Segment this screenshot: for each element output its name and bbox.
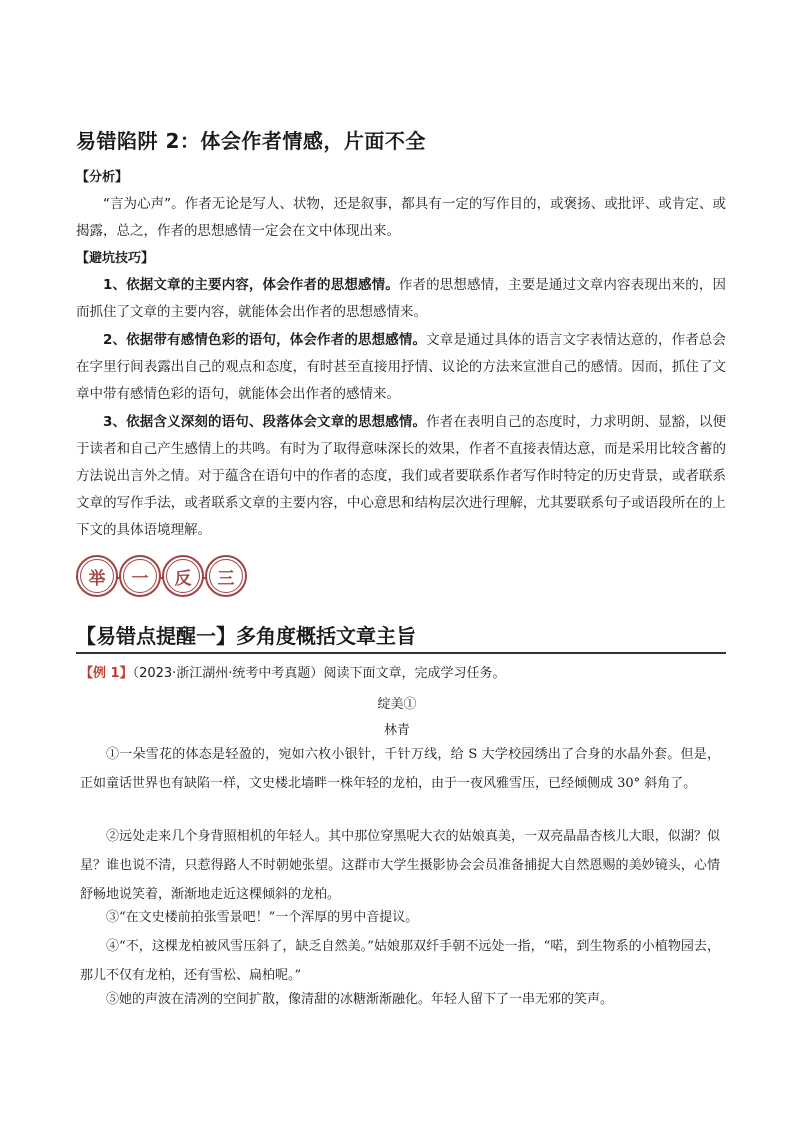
article-paragraph-2: ②远处走来几个身背照相机的年轻人。其中那位穿黑呢大衣的姑娘真美，一双亮晶晶杏核儿大眼，似湖？似星？谁也说不清，只惹得路人不时朝她张望。这群市大学生摄影协会会员准备捕捉大自然恩赐的美妙镜头，心情舒畅地说笑着，渐渐地走近这棵倾斜的龙柏。 xyxy=(80,829,720,902)
tip-paragraph-2 xyxy=(76,327,726,408)
tips-tag: 【避坑技巧】 xyxy=(76,251,155,266)
tip-paragraph-3 xyxy=(76,409,726,544)
remind-heading: 【易错点提醒一】多角度概括文章主旨 xyxy=(76,620,726,654)
tip-2-lead: 2、依据带有感情色彩的语句，体会作者的思想感情。 xyxy=(103,332,427,348)
tip-paragraph-1 xyxy=(76,272,726,326)
badge-san xyxy=(205,555,247,597)
article-paragraph-3: ③“在文史楼前拍张雪景吧！”一个浑厚的男中音提议。 xyxy=(106,910,419,925)
badge-yi xyxy=(119,555,161,597)
example-instruction: 阅读下面文章，完成学习任务。 xyxy=(323,666,506,681)
section-heading: 易错陷阱 2：体会作者情感，片面不全 xyxy=(76,129,426,153)
badge-san-label: 三 xyxy=(217,568,235,589)
example-intro xyxy=(80,663,730,685)
badge-ju xyxy=(76,555,118,597)
article-paragraph-5: ⑤她的声波在清冽的空间扩散，像清甜的冰糖渐渐融化。年轻人留下了一串无邪的笑声。 xyxy=(106,992,614,1007)
badge-fan-label: 反 xyxy=(174,568,192,589)
badge-yi-label: 一 xyxy=(131,568,149,589)
example-label: 【例 1】 xyxy=(80,666,133,681)
tip-1-body: 作者的思想感情，主要是通过文章内容表现出来的，因而抓住了文章的主要内容，就能体会出作者的思想感情来。 xyxy=(76,277,726,320)
article-author: 林青 xyxy=(383,723,410,738)
tip-1-lead: 1、依据文章的主要内容，体会作者的思想感情。 xyxy=(103,277,399,293)
analysis-paragraph: “言为心声”。作者无论是写人、状物，还是叙事，都具有一定的写作目的，或褒扬、或批评、或肯定、或揭露，总之，作者的思想感情一定会在文中体现出来。 xyxy=(76,196,726,239)
article-paragraph-4: ④“不，这棵龙柏被风雪压斜了，缺乏自然美。”姑娘那双纤手朝不远处一指，“喏，到生物系的小植物园去，那儿不仅有龙柏，还有雪松、扁柏呢。” xyxy=(80,939,720,983)
badge-group xyxy=(76,555,246,601)
tip-3-body: 作者在表明自己的态度时，力求明朗、显豁，以便于读者和自己产生感情上的共鸣。有时为了取得意味深长的效果，作者不直接表情达意，而是采用比较含蓄的方法说出言外之情。对于蕴含在语句中的作者的态度，我们或者要联系作者写作时特定的历史背景，或者联系文章的写作手法，或者联系文章的主要内容，中心意思和结构层次进行理解，尤其要联系句子或语段所在的上下文的具体语境理解。 xyxy=(76,414,726,538)
badge-ju-label: 举 xyxy=(88,568,106,589)
example-source: （2023·浙江湖州·统考中考真题） xyxy=(132,666,324,681)
analysis-tag: 【分析】 xyxy=(76,170,129,185)
tip-3-lead: 3、依据含义深刻的语句、段落体会文章的思想感情。 xyxy=(103,414,427,430)
badge-fan xyxy=(162,555,204,597)
article-paragraph-1: ①一朵雪花的体态是轻盈的，宛如六枚小银针，千针万线，给 S 大学校园绣出了合身的水晶外套。但是，正如童话世界也有缺陷一样，文史楼北墙畔一株年轻的龙柏，由于一夜风雅雪压，已经倾侧成 30° 斜角了。 xyxy=(80,747,720,791)
article-title: 绽美① xyxy=(377,697,417,712)
tip-2-body: 文章是通过具体的语言文字表情达意的，作者总会在字里行间表露出自己的观点和态度，有时甚至直接用抒情、议论的方法来宣泄自己的感情。因而，抓住了文章中带有感情色彩的语句，就能体会出作者的感情来。 xyxy=(76,332,726,402)
